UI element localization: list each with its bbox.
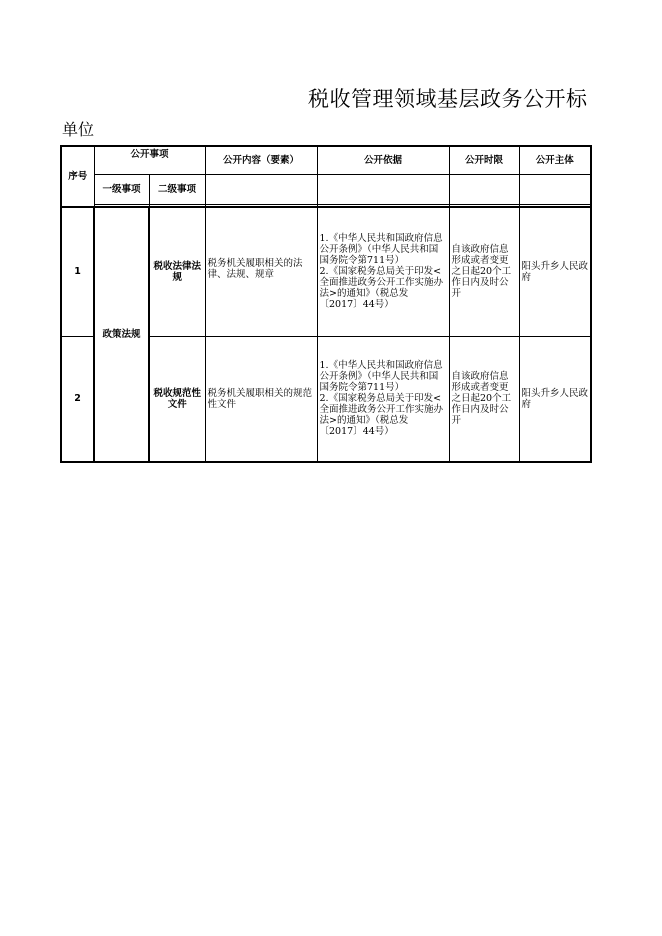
empty-cell — [205, 174, 317, 204]
row-subject: 阳头升乡人民政府 — [519, 207, 591, 336]
header-time-limit: 公开时限 — [449, 146, 519, 174]
row-time-limit: 自该政府信息形成或者变更之日起20个工作日内及时公开 — [449, 336, 519, 462]
header-content: 公开内容（要素） — [205, 146, 317, 174]
empty-cell — [449, 174, 519, 204]
row-level2: 税收法律法规 — [149, 207, 205, 336]
row-seq: 1 — [61, 207, 94, 336]
header-seq: 序号 — [61, 146, 94, 207]
header-subject: 公开主体 — [519, 146, 591, 174]
table-row — [61, 207, 591, 336]
header-level1: 一级事项 — [94, 174, 149, 204]
unit-label: 单位 — [62, 120, 95, 139]
header-row-2 — [61, 174, 591, 204]
header-row-1 — [61, 146, 591, 174]
row-subject: 阳头升乡人民政府 — [519, 336, 591, 462]
empty-cell — [519, 174, 591, 204]
row-content: 税务机关履职相关的规范性文件 — [205, 336, 317, 462]
level1-item: 政策法规 — [94, 207, 149, 462]
row-content: 税务机关履职相关的法律、法规、规章 — [205, 207, 317, 336]
row-basis: 1.《中华人民共和国政府信息公开条例》（中华人民共和国国务院令第711号） 2.《国家税务总局关于印发<全面推进政务公开工作实施办法>的通知》（税总发〔2017〕44号） — [317, 207, 449, 336]
header-public-items: 公开事项 — [94, 146, 205, 174]
header-level2: 二级事项 — [149, 174, 205, 204]
empty-cell — [317, 174, 449, 204]
row-time-limit: 自该政府信息形成或者变更之日起20个工作日内及时公开 — [449, 207, 519, 336]
row-seq: 2 — [61, 336, 94, 462]
disclosure-table — [60, 145, 592, 463]
page-title: 税收管理领域基层政务公开标 — [308, 87, 588, 111]
row-basis: 1.《中华人民共和国政府信息公开条例》（中华人民共和国国务院令第711号） 2.《国家税务总局关于印发<全面推进政务公开工作实施办法>的通知》（税总发〔2017〕44号） — [317, 336, 449, 462]
header-basis: 公开依据 — [317, 146, 449, 174]
row-level2: 税收规范性文件 — [149, 336, 205, 462]
